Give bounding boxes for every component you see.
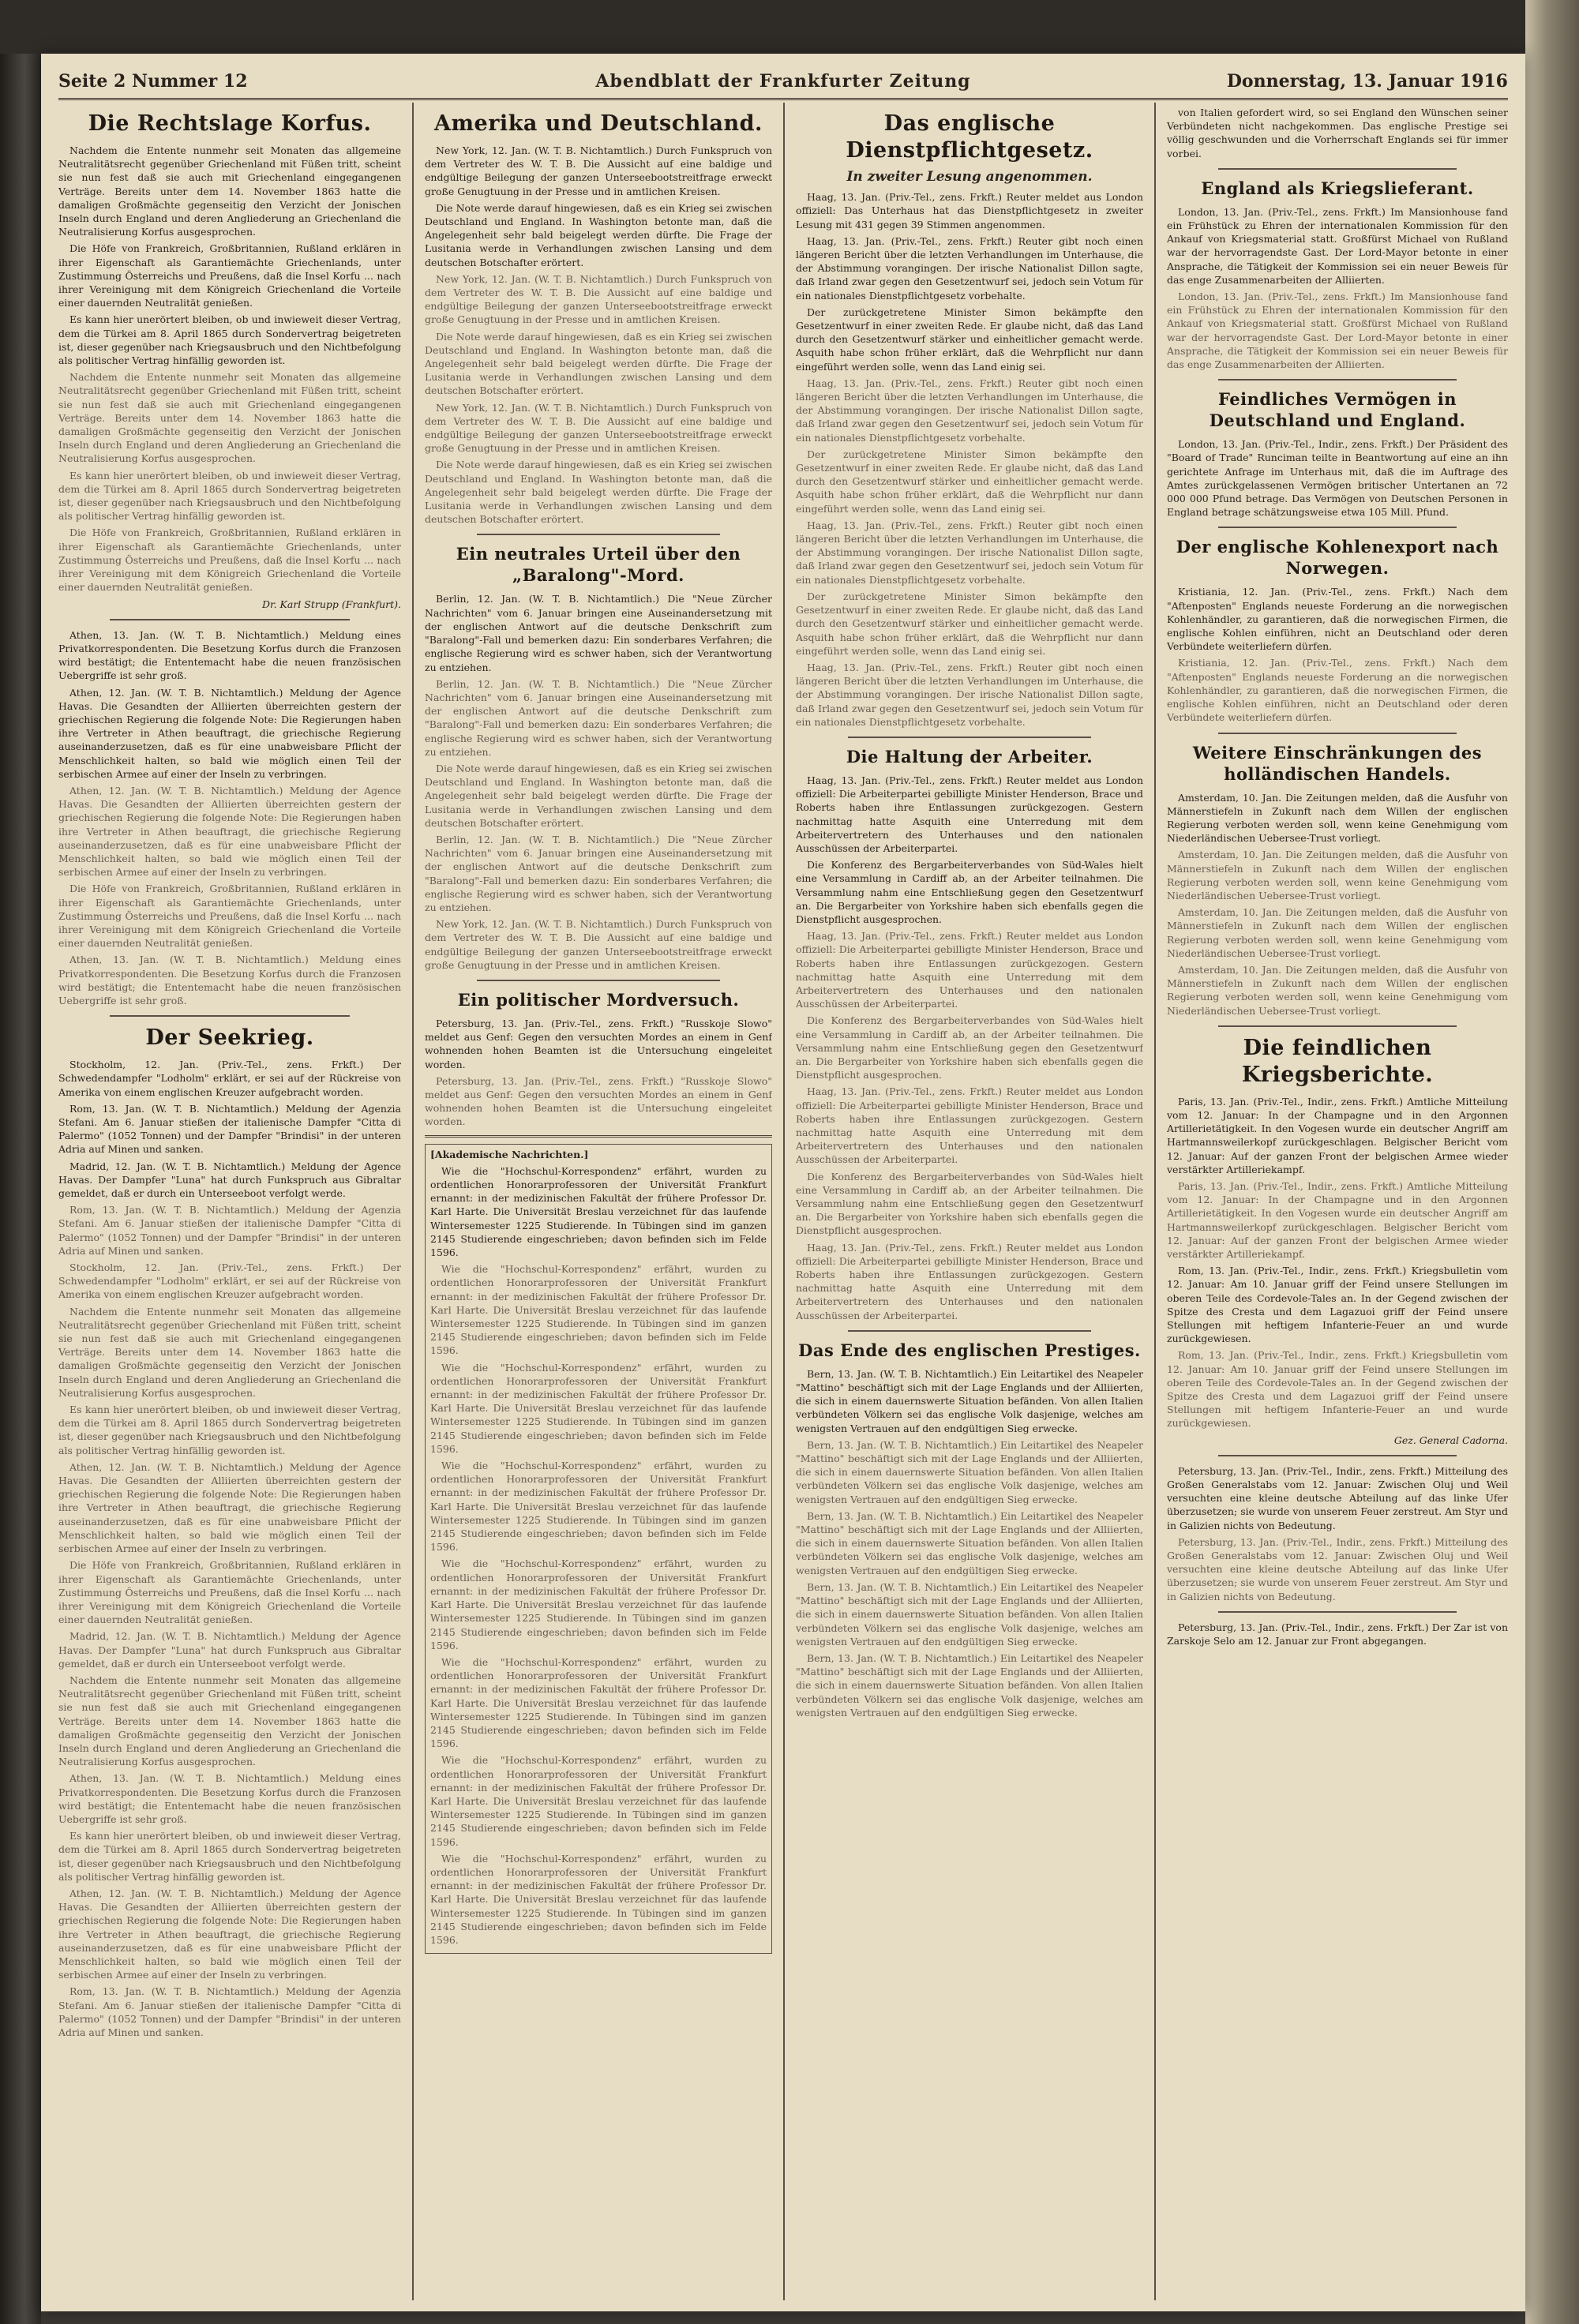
article-paragraph: Die Note werde darauf hingewiesen, daß es ein Krieg sei zwischen Deutschland und England. In Washington betonte man, daß die Angelegenheit sehr bald beigelegt werden dürfte. Die Frage der Lusitania werde in Verhandlungen zwischen Lansing und dem deutschen Botschafter erörtert. xyxy=(425,762,772,829)
feuilleton-heading: [Akademische Nachrichten.] xyxy=(430,1148,589,1160)
separator xyxy=(848,737,1091,738)
column-4 xyxy=(1167,106,1508,2300)
article-paragraph: Die Höfe von Frankreich, Großbritannien, Rußland erklären in ihrer Eigenschaft als Garantiemächte Griechenlands, unter Zustimmung Österreichs und Preußens, daß die Insel Korfu ... nach ihrer Vereinigung mit dem Königreich Griechenland die Vorteile einer dauernden Neutralität genießen. xyxy=(58,242,401,309)
article-paragraph: London, 13. Jan. (Priv.-Tel., zens. Frkft.) Im Mansionhouse fand ein Frühstück zu Ehren der internationalen Kommission für den Ankauf von Kriegsmaterial statt. Großfürst Michael von Rußland war der hervorragendste Gast. Der Lord-Mayor betonte in einer Ansprache, die Tätigkeit der Kommission sei ein neuer Beweis für das enge Zusammenarbeiten der Alliierten. xyxy=(1167,205,1508,286)
article-paragraph: Paris, 13. Jan. (Priv.-Tel., Indir., zens. Frkft.) Amtliche Mitteilung vom 12. Januar: In der Champagne und in den Argonnen Artillerietätigkeit. In den Vogesen wurde ein deutscher Angriff am Hartmannsweilerkopf zurückgeschlagen. Belgischer Bericht vom 12. Januar: Auf der ganzen Front der belgischen Armee wieder verstärkter Artilleriekampf. xyxy=(1167,1179,1508,1260)
article-paragraph: Amsterdam, 10. Jan. Die Zeitungen melden, daß die Ausfuhr von Männerstiefeln in Zukunft nach dem Willen der englischen Regierung verboten werden soll, wenn keine Genehmigung vom Niederländischen Uebersee-Trust vorliegt. xyxy=(1167,906,1508,959)
news-item: Nachdem die Entente nunmehr seit Monaten das allgemeine Neutralitätsrecht gegenüber Griechenland mit Füßen tritt, scheint sie nun fest daß sie auch mit Griechenland eingegangenen Verträge. Bereits unter dem 14. November 1863 hatte die damaligen Großmächte gegenseitig den Verzicht der Jonischen Inseln durch England und deren Angliederung an Griechenland die Neutralisierung Korfus ausgesprochen. xyxy=(58,1674,401,1768)
column-2 xyxy=(425,106,772,2300)
separator xyxy=(1218,527,1457,528)
article-paragraph: New York, 12. Jan. (W. T. B. Nichtamtlich.) Durch Funkspruch von dem Vertreter des W. T. B. Die Aussicht auf eine baldige und endgültige Beilegung der ganzen Unterseebootstreitfrage erweckt große Genugtuung in der Presse und in amtlichen Kreisen. xyxy=(425,272,772,326)
news-item: Es kann hier unerörtert bleiben, ob und inwieweit dieser Vertrag, dem die Türkei am 8. April 1865 durch Sondervertrag beigetreten ist, dieser gegenüber nach Kriegsausbruch und den Nichtbefolgung als politischer Vertrag hinfällig geworden ist. xyxy=(58,1830,401,1883)
article-paragraph: Die Konferenz des Bergarbeiterverbandes von Süd-Wales hielt eine Versammlung in Cardiff ab, an der Arbeiter teilnahmen. Die Versammlung nahm eine Entschließung gegen den Gesetzentwurf an. Die Bergarbeiter von Yorkshire haben sich ebenfalls gegen die Dienstpflicht ausgesprochen. xyxy=(796,859,1143,925)
article-paragraph: Rom, 13. Jan. (Priv.-Tel., Indir., zens. Frkft.) Kriegsbulletin vom 12. Januar: Am 10. Januar griff der Feind unsere Stellungen im oberen Teile des Cordevole-Tales an. In der Gegend zwischen der Spitze des Cresta und dem Lagazuoi griff der Feind unsere Stellungen mit heftigem Infanterie-Feuer an und wurde zurückgewiesen. xyxy=(1167,1349,1508,1430)
article-paragraph: Bern, 13. Jan. (W. T. B. Nichtamtlich.) Ein Leitartikel des Neapeler "Mattino" beschäftigt sich mit der Lage Englands und der Alliierten, die sich in einem dauernswerte Situation befänden. Von allen Italien verbündeten Völkern sei das englische Volk dasjenige, welches am wenigsten Vertrauen auf den endgültigen Sieg erwecke. xyxy=(796,1438,1143,1505)
article-paragraph: Berlin, 12. Jan. (W. T. B. Nichtamtlich.) Die "Neue Zürcher Nachrichten" vom 6. Januar bringen eine Auseinandersetzung mit der englischen Antwort auf die deutsche Denkschrift zum "Baralong"-Fall und bemerken dazu: Ein sonderbares Verfahren; die englische Regierung wird es schwer haben, sich der Verantwortung zu entziehen. xyxy=(425,677,772,758)
article-title-vermoegen: Feindliches Vermögen in Deutschland und England. xyxy=(1209,389,1466,431)
feuilleton-rule xyxy=(425,1135,772,1138)
article-paragraph: Amsterdam, 10. Jan. Die Zeitungen melden, daß die Ausfuhr von Männerstiefeln in Zukunft nach dem Willen der englischen Regierung verboten werden soll, wenn keine Genehmigung vom Niederländischen Uebersee-Trust vorliegt. xyxy=(1167,963,1508,1017)
article-title-baralong: Ein neutrales Urteil über den „Baralong"-Mord. xyxy=(456,544,741,586)
article-subtitle: In zweiter Lesung angenommen. xyxy=(846,169,1093,185)
article-paragraph: Petersburg, 13. Jan. (Priv.-Tel., Indir., zens. Frkft.) Der Zar ist von Zarskoje Selo am 12. Januar zur Front abgegangen. xyxy=(1167,1621,1508,1647)
article-paragraph: Die Höfe von Frankreich, Großbritannien, Rußland erklären in ihrer Eigenschaft als Garantiemächte Griechenlands, unter Zustimmung Österreichs und Preußens, daß die Insel Korfu ... nach ihrer Vereinigung mit dem Königreich Griechenland die Vorteile einer dauernden Neutralität genießen. xyxy=(58,527,401,594)
article-title-kriegsberichte: Die feindlichen Kriegsberichte. xyxy=(1241,1035,1434,1087)
article-paragraph: Petersburg, 13. Jan. (Priv.-Tel., Indir., zens. Frkft.) Mitteilung des Großen Generalstabs vom 12. Januar: Zwischen Oluj und Weil versuchten eine kleine deutsche Abteilung auf das linke Ufer überzusetzen; sie wurde von unserem Feuer zerstreut. Am Styr und in Galizien nichts von Bedeutung. xyxy=(1167,1535,1508,1602)
article-paragraph: Haag, 13. Jan. (Priv.-Tel., zens. Frkft.) Reuter gibt noch einen längeren Bericht über die letzten Verhandlungen im Unterhause, die der Abstimmung vorangingen. Der irische Nationalist Dillon sagte, daß Irland zwar gegen den Gesetzentwurf sei, jedoch sein Votum für ein nationales Dienstpflichtgesetz vorbehalte. xyxy=(796,377,1143,444)
article-paragraph: Haag, 13. Jan. (Priv.-Tel., zens. Frkft.) Reuter gibt noch einen längeren Bericht über die letzten Verhandlungen im Unterhause, die der Abstimmung vorangingen. Der irische Nationalist Dillon sagte, daß Irland zwar gegen den Gesetzentwurf sei, jedoch sein Votum für ein nationales Dienstpflichtgesetz vorbehalte. xyxy=(796,661,1143,728)
newspaper-page xyxy=(41,54,1525,2311)
news-item: Madrid, 12. Jan. (W. T. B. Nichtamtlich.) Meldung der Agence Havas. Der Dampfer "Luna" hat durch Funkspruch aus Gibraltar gemeldet, daß er durch ein Unterseeboot verfolgt werde. xyxy=(58,1630,401,1670)
separator xyxy=(110,1015,350,1017)
article-paragraph: Die Konferenz des Bergarbeiterverbandes von Süd-Wales hielt eine Versammlung in Cardiff ab, an der Arbeiter teilnahmen. Die Versammlung nahm eine Entschließung gegen den Gesetzentwurf an. Die Bergarbeiter von Yorkshire haben sich ebenfalls gegen die Dienstpflicht ausgesprochen. xyxy=(796,1170,1143,1237)
article-title-arbeiter: Die Haltung der Arbeiter. xyxy=(846,746,1093,767)
news-item: Athen, 12. Jan. (W. T. B. Nichtamtlich.) Meldung der Agence Havas. Die Gesandten der Alliierten überreichten gestern der griechischen Regierung die folgende Note: Die Regierungen haben ihre Vertreter in Athen beauftragt, die griechische Regierung auseinanderzusetzen, daß es für eine unabweisbare Pflicht der Menschlichkeit halten, so bald wie möglich einen Teil der serbischen Armee auf einer der Inseln zu verbringen. xyxy=(58,784,401,879)
separator xyxy=(1218,1455,1457,1456)
article-paragraph: Bern, 13. Jan. (W. T. B. Nichtamtlich.) Ein Leitartikel des Neapeler "Mattino" beschäftigt sich mit der Lage Englands und der Alliierten, die sich in einem dauernswerte Situation befänden. Von allen Italien verbündeten Völkern sei das englische Volk dasjenige, welches am wenigsten Vertrauen auf den endgültigen Sieg erwecke. xyxy=(796,1580,1143,1647)
page-edge xyxy=(1525,0,1579,2324)
news-item: Athen, 13. Jan. (W. T. B. Nichtamtlich.) Meldung eines Privatkorrespondenten. Die Besetzung Korfus durch die Franzosen wird bestätigt; die Ententemacht habe die neuen französischen Uebergriffe ist sehr groß. xyxy=(58,954,401,1006)
separator xyxy=(848,1330,1091,1332)
feuilleton-text: Wie die "Hochschul-Korrespondenz" erfährt, wurden zu ordentlichen Honorarprofessoren der Universität Frankfurt ernannt: in der medizinischen Fakultät der frühere Professor Dr. Karl Harte. Die Universität Breslau verzeichnet für das laufende Wintersemester 1225 Studierende. In Tübingen sind im ganzen 2145 Studierende eingeschrieben; davon befinden sich im Felde 1596. xyxy=(430,1852,767,1946)
news-item: Athen, 13. Jan. (W. T. B. Nichtamtlich.) Meldung eines Privatkorrespondenten. Die Besetzung Korfus durch die Franzosen wird bestätigt; die Ententemacht habe die neuen französischen Uebergriffe ist sehr groß. xyxy=(58,628,401,682)
news-item: Stockholm, 12. Jan. (Priv.-Tel., zens. Frkft.) Der Schwedendampfer "Lodholm" erklärt, er sei auf der Rückreise von Amerika von einem englischen Kreuzer aufgebracht worden. xyxy=(58,1261,401,1301)
article-paragraph: New York, 12. Jan. (W. T. B. Nichtamtlich.) Durch Funkspruch von dem Vertreter des W. T. B. Die Aussicht auf eine baldige und endgültige Beilegung der ganzen Unterseebootstreitfrage erweckt große Genugtuung in der Presse und in amtlichen Kreisen. xyxy=(425,918,772,971)
article-paragraph: Haag, 13. Jan. (Priv.-Tel., zens. Frkft.) Reuter gibt noch einen längeren Bericht über die letzten Verhandlungen im Unterhause, die der Abstimmung vorangingen. Der irische Nationalist Dillon sagte, daß Irland zwar gegen den Gesetzentwurf sei, jedoch sein Votum für ein nationales Dienstpflichtgesetz vorbehalte. xyxy=(796,519,1143,586)
article-paragraph: Bern, 13. Jan. (W. T. B. Nichtamtlich.) Ein Leitartikel des Neapeler "Mattino" beschäftigt sich mit der Lage Englands und der Alliierten, die sich in einem dauernswerte Situation befänden. Von allen Italien verbündeten Völkern sei das englische Volk dasjenige, welches am wenigsten Vertrauen auf den endgültigen Sieg erwecke. xyxy=(796,1509,1143,1576)
article-paragraph: Petersburg, 13. Jan. (Priv.-Tel., zens. Frkft.) "Russkoje Slowo" meldet aus Genf: Gegen den versuchten Mordes an einem in Genf wohnenden hohen Beamten ist die Untersuchung eingeleitet worden. xyxy=(425,1017,772,1070)
separator xyxy=(110,619,350,620)
news-item: Athen, 12. Jan. (W. T. B. Nichtamtlich.) Meldung der Agence Havas. Die Gesandten der Alliierten überreichten gestern der griechischen Regierung die folgende Note: Die Regierungen haben ihre Vertreter in Athen beauftragt, die griechische Regierung auseinanderzusetzen, daß es für eine unabweisbare Pflicht der Menschlichkeit halten, so bald wie möglich einen Teil der serbischen Armee auf einer der Inseln zu verbringen. xyxy=(58,686,401,780)
news-item: Die Höfe von Frankreich, Großbritannien, Rußland erklären in ihrer Eigenschaft als Garantiemächte Griechenlands, unter Zustimmung Österreichs und Preußens, daß die Insel Korfu ... nach ihrer Vereinigung mit dem Königreich Griechenland die Vorteile einer dauernden Neutralität genießen. xyxy=(58,1559,401,1626)
article-paragraph: Petersburg, 13. Jan. (Priv.-Tel., zens. Frkft.) "Russkoje Slowo" meldet aus Genf: Gegen den versuchten Mordes an einem in Genf wohnenden hohen Beamten ist die Untersuchung eingeleitet worden. xyxy=(425,1074,772,1128)
article-paragraph: London, 13. Jan. (Priv.-Tel., zens. Frkft.) Im Mansionhouse fand ein Frühstück zu Ehren der internationalen Kommission für den Ankauf von Kriegsmaterial statt. Großfürst Michael von Rußland war der hervorragendste Gast. Der Lord-Mayor betonte in einer Ansprache, die Tätigkeit der Kommission sei ein neuer Beweis für das enge Zusammenarbeiten der Alliierten. xyxy=(1167,290,1508,371)
article-title-mordversuch: Ein politischer Mordversuch. xyxy=(457,989,740,1010)
article-paragraph: Der zurückgetretene Minister Simon bekämpfte den Gesetzentwurf in einer zweiten Rede. Er glaube nicht, daß das Land durch den Gesetzentwurf stärker und einheitlicher gemacht werde. Asquith habe schon früher erklärt, daß die Wehrpflicht nur dann eingeführt werden solle, wenn das Land einig sei. xyxy=(796,590,1143,657)
article-paragraph: London, 13. Jan. (Priv.-Tel., Indir., zens. Frkft.) Der Präsident des "Board of Trade" Runciman teilte in Beantwortung auf eine an ihn gerichtete Anfrage im Unterhaus mit, daß die im Auftrage des Amtes zurückgelassenen Vermögen britischer Untertanen an 72 000 000 Pfund betrage. Das Vermögen von Deutschen Personen in England betrage schätzungsweise etwa 105 Mill. Pfund. xyxy=(1167,438,1508,519)
feuilleton-text: Wie die "Hochschul-Korrespondenz" erfährt, wurden zu ordentlichen Honorarprofessoren der Universität Frankfurt ernannt: in der medizinischen Fakultät der frühere Professor Dr. Karl Harte. Die Universität Breslau verzeichnet für das laufende Wintersemester 1225 Studierende. In Tübingen sind im ganzen 2145 Studierende eingeschrieben; davon befinden sich im Felde 1596. xyxy=(430,1263,767,1357)
article-paragraph: Bern, 13. Jan. (W. T. B. Nichtamtlich.) Ein Leitartikel des Neapeler "Mattino" beschäftigt sich mit der Lage Englands und der Alliierten, die sich in einem dauernswerte Situation befänden. Von allen Italien verbündeten Völkern sei das englische Volk dasjenige, welches am wenigsten Vertrauen auf den endgültigen Sieg erwecke. xyxy=(796,1367,1143,1434)
page-header xyxy=(58,66,1508,100)
article-paragraph: Es kann hier unerörtert bleiben, ob und inwieweit dieser Vertrag, dem die Türkei am 8. April 1865 durch Sondervertrag beigetreten ist, dieser gegenüber nach Kriegsausbruch und den Nichtbefolgung als politischer Vertrag hinfällig geworden ist. xyxy=(58,469,401,523)
news-item: Nachdem die Entente nunmehr seit Monaten das allgemeine Neutralitätsrecht gegenüber Griechenland mit Füßen tritt, scheint sie nun fest daß sie auch mit Griechenland eingegangenen Verträge. Bereits unter dem 14. November 1863 hatte die damaligen Großmächte gegenseitig den Verzicht der Jonischen Inseln durch England und deren Angliederung an Griechenland die Neutralisierung Korfus ausgesprochen. xyxy=(58,1305,401,1399)
article-title-prestige: Das Ende des englischen Prestiges. xyxy=(798,1340,1141,1360)
separator xyxy=(477,534,720,535)
header-masthead: Abendblatt der Frankfurter Zeitung xyxy=(595,71,971,92)
news-item: Rom, 13. Jan. (W. T. B. Nichtamtlich.) Meldung der Agenzia Stefani. Am 6. Januar stießen der italienische Dampfer "Citta di Palermo" (1052 Tonnen) und der Dampfer "Brindisi" in der unteren Adria auf Minen und sanken. xyxy=(58,1102,401,1156)
feuilleton-text: Wie die "Hochschul-Korrespondenz" erfährt, wurden zu ordentlichen Honorarprofessoren der Universität Frankfurt ernannt: in der medizinischen Fakultät der frühere Professor Dr. Karl Harte. Die Universität Breslau verzeichnet für das laufende Wintersemester 1225 Studierende. In Tübingen sind im ganzen 2145 Studierende eingeschrieben; davon befinden sich im Felde 1596. xyxy=(430,1557,767,1651)
article-paragraph: New York, 12. Jan. (W. T. B. Nichtamtlich.) Durch Funkspruch von dem Vertreter des W. T. B. Die Aussicht auf eine baldige und endgültige Beilegung der ganzen Unterseebootstreitfrage erweckt große Genugtuung in der Presse und in amtlichen Kreisen. xyxy=(425,144,772,197)
scan-top-margin xyxy=(0,0,1579,54)
article-paragraph: Paris, 13. Jan. (Priv.-Tel., Indir., zens. Frkft.) Amtliche Mitteilung vom 12. Januar: In der Champagne und in den Argonnen Artillerietätigkeit. In den Vogesen wurde ein deutscher Angriff am Hartmannsweilerkopf zurückgeschlagen. Belgischer Bericht vom 12. Januar: Auf der ganzen Front der belgischen Armee wieder verstärkter Artilleriekampf. xyxy=(1167,1095,1508,1175)
separator xyxy=(1218,1611,1457,1613)
article-signature: Dr. Karl Strupp (Frankfurt). xyxy=(261,598,401,610)
article-signature: Gez. General Cadorna. xyxy=(1393,1434,1508,1446)
article-paragraph: Nachdem die Entente nunmehr seit Monaten das allgemeine Neutralitätsrecht gegenüber Griechenland mit Füßen tritt, scheint sie nun fest daß sie auch mit Griechenland eingegangenen Verträge. Bereits unter dem 14. November 1863 hatte die damaligen Großmächte gegenseitig den Verzicht der Jonischen Inseln durch England und deren Angliederung an Griechenland die Neutralisierung Korfus ausgesprochen. xyxy=(58,144,401,238)
column-rule xyxy=(1154,103,1156,2300)
article-paragraph: Berlin, 12. Jan. (W. T. B. Nichtamtlich.) Die "Neue Zürcher Nachrichten" vom 6. Januar bringen eine Auseinandersetzung mit der englischen Antwort auf die deutsche Denkschrift zum "Baralong"-Fall und bemerken dazu: Ein sonderbares Verfahren; die englische Regierung wird es schwer haben, sich der Verantwortung zu entziehen. xyxy=(425,593,772,673)
feuilleton-text: Wie die "Hochschul-Korrespondenz" erfährt, wurden zu ordentlichen Honorarprofessoren der Universität Frankfurt ernannt: in der medizinischen Fakultät der frühere Professor Dr. Karl Harte. Die Universität Breslau verzeichnet für das laufende Wintersemester 1225 Studierende. In Tübingen sind im ganzen 2145 Studierende eingeschrieben; davon befinden sich im Felde 1596. xyxy=(430,1361,767,1455)
header-page-number: Seite 2 Nummer 12 xyxy=(58,71,248,92)
article-paragraph: Die Konferenz des Bergarbeiterverbandes von Süd-Wales hielt eine Versammlung in Cardiff ab, an der Arbeiter teilnahmen. Die Versammlung nahm eine Entschließung gegen den Gesetzentwurf an. Die Bergarbeiter von Yorkshire haben sich ebenfalls gegen die Dienstpflicht ausgesprochen. xyxy=(796,1014,1143,1081)
header-date: Donnerstag, 13. Januar 1916 xyxy=(1226,71,1508,92)
article-paragraph: Nachdem die Entente nunmehr seit Monaten das allgemeine Neutralitätsrecht gegenüber Griechenland mit Füßen tritt, scheint sie nun fest daß sie auch mit Griechenland eingegangenen Verträge. Bereits unter dem 14. November 1863 hatte die damaligen Großmächte gegenseitig den Verzicht der Jonischen Inseln durch England und deren Angliederung an Griechenland die Neutralisierung Korfus ausgesprochen. xyxy=(58,371,401,465)
article-paragraph: Kristiania, 12. Jan. (Priv.-Tel., zens. Frkft.) Nach dem "Aftenposten" Englands neueste Forderung an die norwegischen Kohlenhändler, zu garantieren, daß die norwegischen Firmen, die englische Kohlen einführen, nicht an Deutschland oder deren Verbündete weiterliefern dürfen. xyxy=(1167,586,1508,653)
news-item: Athen, 12. Jan. (W. T. B. Nichtamtlich.) Meldung der Agence Havas. Die Gesandten der Alliierten überreichten gestern der griechischen Regierung die folgende Note: Die Regierungen haben ihre Vertreter in Athen beauftragt, die griechische Regierung auseinanderzusetzen, daß es für eine unabweisbare Pflicht der Menschlichkeit halten, so bald wie möglich einen Teil der serbischen Armee auf einer der Inseln zu verbringen. xyxy=(58,1887,401,1981)
article-paragraph: Haag, 13. Jan. (Priv.-Tel., zens. Frkft.) Reuter meldet aus London offiziell: Die Arbeiterpartei gebilligte Minister Henderson, Brace und Roberts haben ihre Entlassungen zurückgezogen. Gestern nachmittag hatte Asquith eine Unterredung mit dem Arbeitervertretern des Unterhauses und den nationalen Ausschüssen der Arbeiterpartei. xyxy=(796,930,1143,1010)
article-paragraph: von Italien gefordert wird, so sei England den Wünschen seiner Verbündeten nicht nachgekommen. Das englische Prestige sei völlig geschwunden und die Vorherrschaft Englands sei für immer vorbei. xyxy=(1167,107,1508,159)
article-paragraph: Haag, 13. Jan. (Priv.-Tel., zens. Frkft.) Reuter meldet aus London offiziell: Das Unterhaus hat das Dienstpflichtgesetz in zweiter Lesung mit 431 gegen 39 Stimmen angenommen. xyxy=(796,191,1143,231)
news-item: Rom, 13. Jan. (W. T. B. Nichtamtlich.) Meldung der Agenzia Stefani. Am 6. Januar stießen der italienische Dampfer "Citta di Palermo" (1052 Tonnen) und der Dampfer "Brindisi" in der unteren Adria auf Minen und sanken. xyxy=(58,1204,401,1257)
article-paragraph: Bern, 13. Jan. (W. T. B. Nichtamtlich.) Ein Leitartikel des Neapeler "Mattino" beschäftigt sich mit der Lage Englands und der Alliierten, die sich in einem dauernswerte Situation befänden. Von allen Italien verbündeten Völkern sei das englische Volk dasjenige, welches am wenigsten Vertrauen auf den endgültigen Sieg erwecke. xyxy=(796,1651,1143,1719)
article-title-kriegslieferant: England als Kriegslieferant. xyxy=(1201,178,1474,198)
article-paragraph: Der zurückgetretene Minister Simon bekämpfte den Gesetzentwurf in einer zweiten Rede. Er glaube nicht, daß das Land durch den Gesetzentwurf stärker und einheitlicher gemacht werde. Asquith habe schon früher erklärt, daß die Wehrpflicht nur dann eingeführt werden solle, wenn das Land einig sei. xyxy=(796,305,1143,373)
article-paragraph: Kristiania, 12. Jan. (Priv.-Tel., zens. Frkft.) Nach dem "Aftenposten" Englands neueste Forderung an die norwegischen Kohlenhändler, zu garantieren, daß die norwegischen Firmen, die englische Kohlen einführen, nicht an Deutschland oder deren Verbündete weiterliefern dürfen. xyxy=(1167,657,1508,724)
article-paragraph: Es kann hier unerörtert bleiben, ob und inwieweit dieser Vertrag, dem die Türkei am 8. April 1865 durch Sondervertrag beigetreten ist, dieser gegenüber nach Kriegsausbruch und den Nichtbefolgung als politischer Vertrag hinfällig geworden ist. xyxy=(58,313,401,367)
article-title-korfu: Die Rechtslage Korfus. xyxy=(88,111,372,136)
separator xyxy=(1218,168,1457,170)
article-paragraph: Rom, 13. Jan. (Priv.-Tel., Indir., zens. Frkft.) Kriegsbulletin vom 12. Januar: Am 10. Januar griff der Feind unsere Stellungen im oberen Teile des Cordevole-Tales an. In der Gegend zwischen der Spitze des Cresta und dem Lagazuoi griff der Feind unsere Stellungen mit heftigem Infanterie-Feuer an und wurde zurückgewiesen. xyxy=(1167,1265,1508,1345)
article-title-handel: Weitere Einschränkungen des holländischen Handels. xyxy=(1192,742,1483,784)
article-paragraph: Amsterdam, 10. Jan. Die Zeitungen melden, daß die Ausfuhr von Männerstiefeln in Zukunft nach dem Willen der englischen Regierung verboten werden soll, wenn keine Genehmigung vom Niederländischen Uebersee-Trust vorliegt. xyxy=(1167,791,1508,845)
article-title-amerika: Amerika und Deutschland. xyxy=(434,111,763,136)
news-item: Stockholm, 12. Jan. (Priv.-Tel., zens. Frkft.) Der Schwedendampfer "Lodholm" erklärt, er sei auf der Rückreise von Amerika von einem englischen Kreuzer aufgebracht worden. xyxy=(58,1059,401,1098)
article-paragraph: Die Note werde darauf hingewiesen, daß es ein Krieg sei zwischen Deutschland und England. In Washington betonte man, daß die Angelegenheit sehr bald beigelegt werden dürfte. Die Frage der Lusitania werde in Verhandlungen zwischen Lansing und dem deutschen Botschafter erörtert. xyxy=(425,201,772,268)
news-item: Athen, 12. Jan. (W. T. B. Nichtamtlich.) Meldung der Agence Havas. Die Gesandten der Alliierten überreichten gestern der griechischen Regierung die folgende Note: Die Regierungen haben ihre Vertreter in Athen beauftragt, die griechische Regierung auseinanderzusetzen, daß es für eine unabweisbare Pflicht der Menschlichkeit halten, so bald wie möglich einen Teil der serbischen Armee auf einer der Inseln zu verbringen. xyxy=(58,1460,401,1555)
article-title-kohlenexport: Der englische Kohlenexport nach Norwegen. xyxy=(1176,537,1499,579)
article-paragraph: Die Note werde darauf hingewiesen, daß es ein Krieg sei zwischen Deutschland und England. In Washington betonte man, daß die Angelegenheit sehr bald beigelegt werden dürfte. Die Frage der Lusitania werde in Verhandlungen zwischen Lansing und dem deutschen Botschafter erörtert. xyxy=(425,330,772,397)
article-paragraph: New York, 12. Jan. (W. T. B. Nichtamtlich.) Durch Funkspruch von dem Vertreter des W. T. B. Die Aussicht auf eine baldige und endgültige Beilegung der ganzen Unterseebootstreitfrage erweckt große Genugtuung in der Presse und in amtlichen Kreisen. xyxy=(425,401,772,455)
news-item: Es kann hier unerörtert bleiben, ob und inwieweit dieser Vertrag, dem die Türkei am 8. April 1865 durch Sondervertrag beigetreten ist, dieser gegenüber nach Kriegsausbruch und den Nichtbefolgung als politischer Vertrag hinfällig geworden ist. xyxy=(58,1404,401,1456)
news-item: Die Höfe von Frankreich, Großbritannien, Rußland erklären in ihrer Eigenschaft als Garantiemächte Griechenlands, unter Zustimmung Österreichs und Preußens, daß die Insel Korfu ... nach ihrer Vereinigung mit dem Königreich Griechenland die Vorteile einer dauernden Neutralität genießen. xyxy=(58,883,401,950)
column-1 xyxy=(58,106,401,2300)
separator xyxy=(1218,379,1457,380)
news-item: Madrid, 12. Jan. (W. T. B. Nichtamtlich.) Meldung der Agence Havas. Der Dampfer "Luna" hat durch Funkspruch aus Gibraltar gemeldet, daß er durch ein Unterseeboot verfolgt werde. xyxy=(58,1160,401,1200)
feuilleton-text: Wie die "Hochschul-Korrespondenz" erfährt, wurden zu ordentlichen Honorarprofessoren der Universität Frankfurt ernannt: in der medizinischen Fakultät der frühere Professor Dr. Karl Harte. Die Universität Breslau verzeichnet für das laufende Wintersemester 1225 Studierende. In Tübingen sind im ganzen 2145 Studierende eingeschrieben; davon befinden sich im Felde 1596. xyxy=(430,1460,767,1554)
article-title-dienstpflicht: Das englische Dienstpflichtgesetz. xyxy=(846,111,1093,163)
separator xyxy=(1218,1025,1457,1027)
feuilleton-box xyxy=(425,1144,772,1955)
article-paragraph: Der zurückgetretene Minister Simon bekämpfte den Gesetzentwurf in einer zweiten Rede. Er glaube nicht, daß das Land durch den Gesetzentwurf stärker und einheitlicher gemacht werde. Asquith habe schon früher erklärt, daß die Wehrpflicht nur dann eingeführt werden solle, wenn das Land einig sei. xyxy=(796,448,1143,515)
column-3 xyxy=(796,106,1143,2300)
news-item: Rom, 13. Jan. (W. T. B. Nichtamtlich.) Meldung der Agenzia Stefani. Am 6. Januar stießen der italienische Dampfer "Citta di Palermo" (1052 Tonnen) und der Dampfer "Brindisi" in der unteren Adria auf Minen und sanken. xyxy=(58,1985,401,2038)
article-paragraph: Haag, 13. Jan. (Priv.-Tel., zens. Frkft.) Reuter gibt noch einen längeren Bericht über die letzten Verhandlungen im Unterhause, die der Abstimmung vorangingen. Der irische Nationalist Dillon sagte, daß Irland zwar gegen den Gesetzentwurf sei, jedoch sein Votum für ein nationales Dienstpflichtgesetz vorbehalte. xyxy=(796,234,1143,302)
column-rule xyxy=(783,103,785,2300)
article-paragraph: Haag, 13. Jan. (Priv.-Tel., zens. Frkft.) Reuter meldet aus London offiziell: Die Arbeiterpartei gebilligte Minister Henderson, Brace und Roberts haben ihre Entlassungen zurückgezogen. Gestern nachmittag hatte Asquith eine Unterredung mit dem Arbeitervertretern des Unterhauses und den nationalen Ausschüssen der Arbeiterpartei. xyxy=(796,774,1143,854)
article-paragraph: Haag, 13. Jan. (Priv.-Tel., zens. Frkft.) Reuter meldet aus London offiziell: Die Arbeiterpartei gebilligte Minister Henderson, Brace und Roberts haben ihre Entlassungen zurückgezogen. Gestern nachmittag hatte Asquith eine Unterredung mit dem Arbeitervertretern des Unterhauses und den nationalen Ausschüssen der Arbeiterpartei. xyxy=(796,1085,1143,1166)
article-paragraph: Berlin, 12. Jan. (W. T. B. Nichtamtlich.) Die "Neue Zürcher Nachrichten" vom 6. Januar bringen eine Auseinandersetzung mit der englischen Antwort auf die deutsche Denkschrift zum "Baralong"-Fall und bemerken dazu: Ein sonderbares Verfahren; die englische Regierung wird es schwer haben, sich der Verantwortung zu entziehen. xyxy=(425,833,772,913)
feuilleton-text: Wie die "Hochschul-Korrespondenz" erfährt, wurden zu ordentlichen Honorarprofessoren der Universität Frankfurt ernannt: in der medizinischen Fakultät der frühere Professor Dr. Karl Harte. Die Universität Breslau verzeichnet für das laufende Wintersemester 1225 Studierende. In Tübingen sind im ganzen 2145 Studierende eingeschrieben; davon befinden sich im Felde 1596. xyxy=(430,1655,767,1750)
news-item: Athen, 13. Jan. (W. T. B. Nichtamtlich.) Meldung eines Privatkorrespondenten. Die Besetzung Korfus durch die Franzosen wird bestätigt; die Ententemacht habe die neuen französischen Uebergriffe ist sehr groß. xyxy=(58,1772,401,1825)
article-paragraph: Amsterdam, 10. Jan. Die Zeitungen melden, daß die Ausfuhr von Männerstiefeln in Zukunft nach dem Willen der englischen Regierung verboten werden soll, wenn keine Genehmigung vom Niederländischen Uebersee-Trust vorliegt. xyxy=(1167,849,1508,901)
book-binding xyxy=(0,0,41,2324)
feuilleton-text: Wie die "Hochschul-Korrespondenz" erfährt, wurden zu ordentlichen Honorarprofessoren der Universität Frankfurt ernannt: in der medizinischen Fakultät der frühere Professor Dr. Karl Harte. Die Universität Breslau verzeichnet für das laufende Wintersemester 1225 Studierende. In Tübingen sind im ganzen 2145 Studierende eingeschrieben; davon befinden sich im Felde 1596. xyxy=(430,1754,767,1848)
article-title-seekrieg: Der Seekrieg. xyxy=(145,1025,314,1051)
separator xyxy=(477,980,720,981)
article-paragraph: Die Note werde darauf hingewiesen, daß es ein Krieg sei zwischen Deutschland und England. In Washington betonte man, daß die Angelegenheit sehr bald beigelegt werden dürfte. Die Frage der Lusitania werde in Verhandlungen zwischen Lansing und dem deutschen Botschafter erörtert. xyxy=(425,459,772,526)
article-paragraph: Haag, 13. Jan. (Priv.-Tel., zens. Frkft.) Reuter meldet aus London offiziell: Die Arbeiterpartei gebilligte Minister Henderson, Brace und Roberts haben ihre Entlassungen zurückgezogen. Gestern nachmittag hatte Asquith eine Unterredung mit dem Arbeitervertretern des Unterhauses und den nationalen Ausschüssen der Arbeiterpartei. xyxy=(796,1241,1143,1321)
article-paragraph: Petersburg, 13. Jan. (Priv.-Tel., Indir., zens. Frkft.) Mitteilung des Großen Generalstabs vom 12. Januar: Zwischen Oluj und Weil versuchten eine kleine deutsche Abteilung auf das linke Ufer überzusetzen; sie wurde von unserem Feuer zerstreut. Am Styr und in Galizien nichts von Bedeutung. xyxy=(1167,1464,1508,1531)
column-rule xyxy=(412,103,414,2300)
separator xyxy=(1218,733,1457,734)
feuilleton-text: Wie die "Hochschul-Korrespondenz" erfährt, wurden zu ordentlichen Honorarprofessoren der Universität Frankfurt ernannt: in der medizinischen Fakultät der frühere Professor Dr. Karl Harte. Die Universität Breslau verzeichnet für das laufende Wintersemester 1225 Studierende. In Tübingen sind im ganzen 2145 Studierende eingeschrieben; davon befinden sich im Felde 1596. xyxy=(430,1164,767,1259)
